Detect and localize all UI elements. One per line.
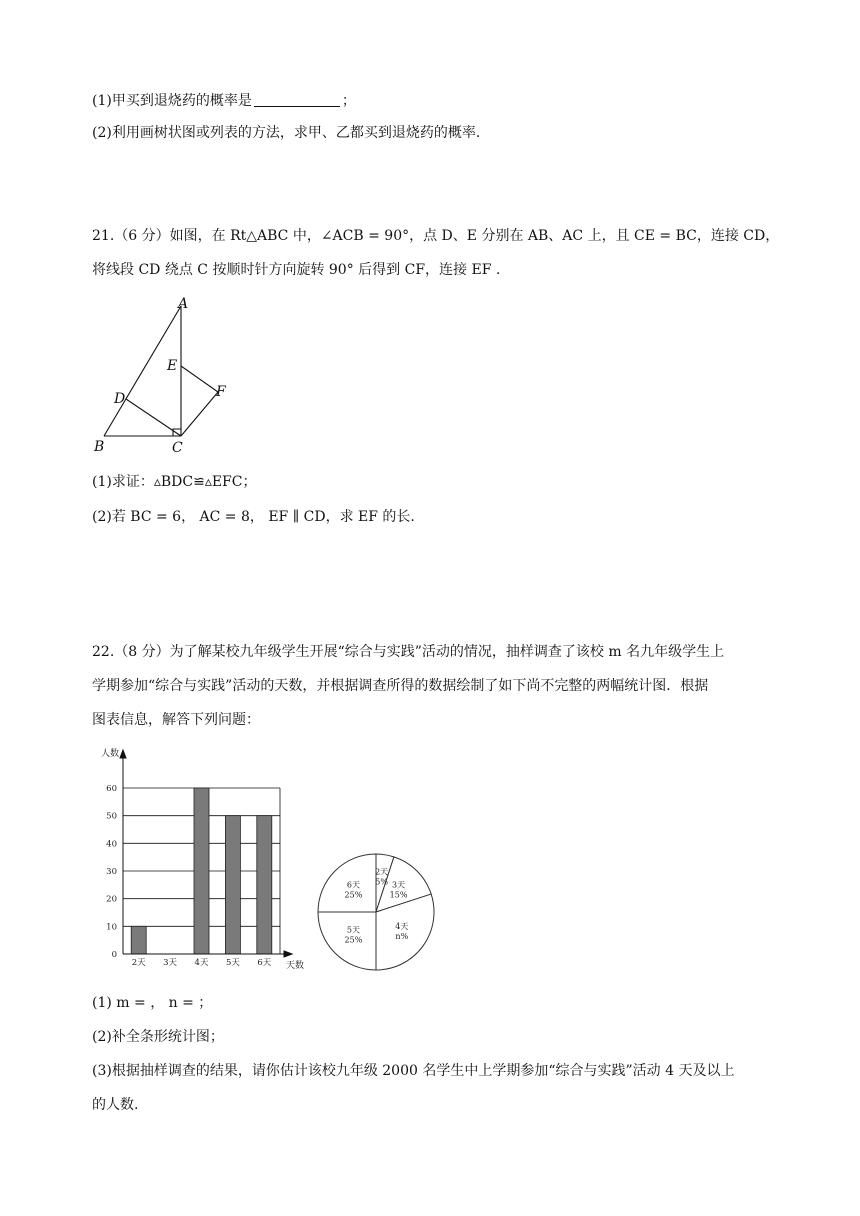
q21-line2: 将线段 CD 绕点 C 按顺时针方向旋转 90° 后得到 CF，连接 EF . [92, 262, 501, 278]
label-a: A [178, 296, 189, 312]
q20-part1: (1)甲买到退烧药的概率是 ； [92, 93, 356, 109]
label-c: C [172, 440, 183, 456]
q22-part3-cont: 的人数. [92, 1097, 139, 1113]
y-tick-label: 50 [106, 811, 117, 822]
bar-6天 [257, 816, 272, 954]
pie-label: 5天 [346, 925, 360, 935]
q21-part1: (1)求证：▵BDC≌▵EFC； [92, 474, 257, 490]
label-b: B [94, 439, 105, 455]
q21-heading: 21.（6 分）如图，在 Rt△ABC 中，∠ACB = 90°，点 D、E 分别在 AB、AC 上，且 CE = BC，连接 CD， [92, 228, 780, 244]
label-d: D [114, 391, 126, 407]
q22-part2: (2)补全条形统计图； [92, 1029, 224, 1045]
x-tick-label: 4天 [194, 958, 209, 968]
pie-label: 6天 [346, 880, 360, 890]
x-axis-title: 天数 [286, 961, 305, 971]
q21-part2: (2)若 BC = 6， AC = 8， EF ∥ CD，求 EF 的长. [92, 509, 415, 525]
pie-pct-label: 25% [344, 935, 363, 945]
pie-label: 2天 [375, 867, 389, 877]
pie-chart [310, 846, 442, 978]
y-tick-label: 10 [106, 922, 117, 933]
x-tick-label: 2天 [131, 958, 146, 968]
x-tick-label: 5天 [225, 958, 240, 968]
x-tick-label: 3天 [163, 958, 178, 968]
q20-part2: (2)利用画树状图或列表的方法，求甲、乙都买到退烧药的概率. [92, 125, 481, 141]
bar-2天 [131, 926, 146, 954]
answer-blank[interactable] [254, 92, 340, 107]
y-axis-title: 人数 [101, 749, 120, 759]
segment-ef [181, 366, 218, 392]
y-tick-label: 0 [111, 950, 117, 960]
x-axis-arrow [284, 951, 292, 957]
pie-label: 3天 [392, 880, 406, 890]
y-tick-label: 40 [106, 839, 117, 850]
q22-heading: 22.（8 分）为了解某校九年级学生开展“综合与实践”活动的情况，抽样调查了该校 m 名九年级学生上 [92, 644, 725, 660]
pie-pct-label: 5% [375, 877, 388, 887]
pie-pct-label: n% [395, 931, 409, 941]
label-f: F [216, 384, 226, 400]
q22-part1: (1) m = ， n = ； [92, 995, 213, 1011]
bar-5天 [225, 816, 240, 954]
y-axis-arrow [120, 750, 126, 758]
triangle-figure [88, 290, 248, 460]
x-tick-label: 6天 [257, 958, 272, 968]
pie-label: 4天 [395, 921, 409, 931]
q22-line3: 图表信息，解答下列问题： [92, 712, 260, 728]
y-tick-label: 30 [106, 867, 117, 877]
y-tick-label: 60 [106, 784, 117, 794]
segment-cf [181, 392, 218, 436]
label-e: E [167, 358, 178, 374]
bar-4天 [194, 788, 209, 954]
bar-chart [92, 742, 312, 977]
pie-pct-label: 15% [389, 890, 408, 900]
q22-line2: 学期参加“综合与实践”活动的天数，并根据调查所得的数据绘制了如下尚不完整的两幅统计图．根据 [92, 678, 709, 694]
pie-pct-label: 25% [344, 890, 363, 900]
q22-part3: (3)根据抽样调查的结果，请你估计该校九年级 2000 名学生中上学期参加“综合与实践”活动 4 天及以上 [92, 1063, 735, 1079]
y-tick-label: 20 [106, 894, 117, 905]
